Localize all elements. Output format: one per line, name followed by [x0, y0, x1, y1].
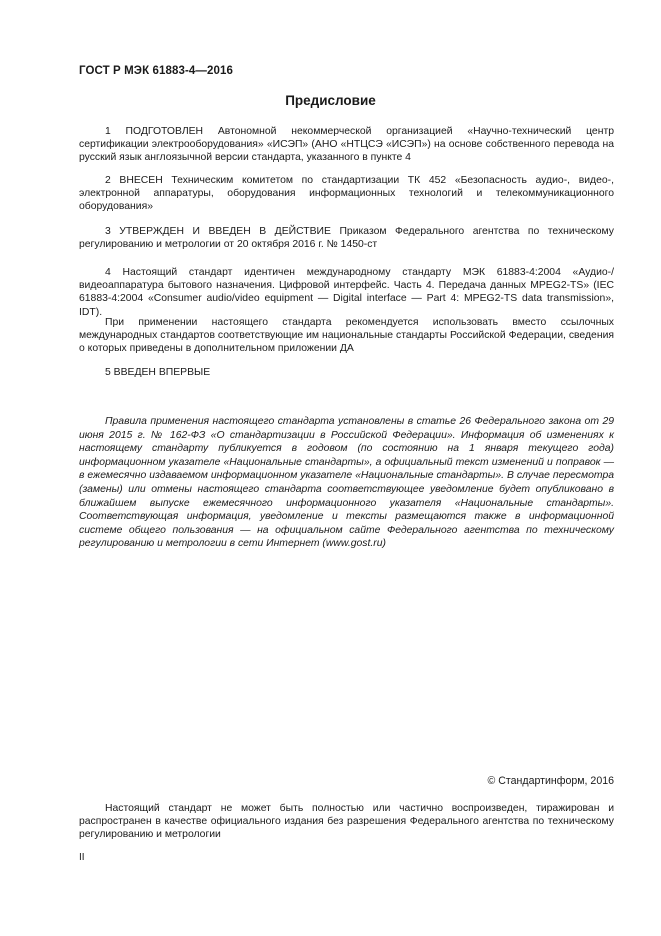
- item-4-identical: 4 Настоящий стандарт идентичен международному стандарту МЭК 61883-4:2004 «Аудио-/видеоаппаратура бытового назначения. Цифровой интерфейс. Часть 4. Передача данных MPEG2-TS» (IEC 61883-4:2004 «Consumer audio/video equipment — Digital interface — Part 4: MPEG2-TS data transmission», IDT).: [79, 267, 614, 318]
- item-4-references-note: При применении настоящего стандарта рекомендуется использовать вместо ссылочных международных стандартов соответствующие им национальные стандарты Российской Федерации, сведения о которых приведены в дополнительном приложении ДА: [79, 317, 614, 355]
- reproduction-notice: Настоящий стандарт не может быть полностью или частично воспроизведен, тиражирован и распространен в качестве официального издания без разрешения Федерального агентства по техническому регулированию и метрологии: [79, 803, 614, 841]
- page-number: II: [79, 852, 85, 863]
- page-title: Предисловие: [285, 93, 376, 108]
- item-5-first-introduced: 5 ВВЕДЕН ВПЕРВЫЕ: [105, 367, 211, 378]
- copyright: © Стандартинформ, 2016: [487, 775, 614, 787]
- item-2-submitted: 2 ВНЕСЕН Техническим комитетом по стандартизации ТК 452 «Безопасность аудио-, видео-, электронной аппаратуры, оборудования информационных технологий и телекоммуникационного оборудования»: [79, 175, 614, 213]
- application-rules-notice: Правила применения настоящего стандарта установлены в статье 26 Федерального закона от 29 июня 2015 г. № 162-ФЗ «О стандартизации в Российской Федерации». Информация об изменениях к настоящему стандарту публикуется в годовом (по состоянию на 1 января текущего года) информационном указателе «Национальные стандарты», а официальный текст изменений и поправок — в ежемесячно издаваемом информационном указателе «Национальные стандарты». В случае пересмотра (замены) или отмены настоящего стандарта соответствующее уведомление будет опубликовано в ближайшем выпуске ежемесячного информационного указателя «Национальные стандарты». Соответствующая информация, уведомление и тексты размещаются также в информационной системе общего пользования — на официальном сайте Федерального агентства по техническому регулированию и метрологии в сети Интернет (www.gost.ru): [79, 416, 614, 550]
- document-code: ГОСТ Р МЭК 61883-4—2016: [79, 65, 233, 77]
- item-3-approved: 3 УТВЕРЖДЕН И ВВЕДЕН В ДЕЙСТВИЕ Приказом Федерального агентства по техническому регулированию и метрологии от 20 октября 2016 г. № 1450-ст: [79, 226, 614, 251]
- item-1-prepared: 1 ПОДГОТОВЛЕН Автономной некоммерческой организацией «Научно-технический центр сертификации электрооборудования» «ИСЭП» (АНО «НТЦСЭ «ИСЭП») на основе собственного перевода на русский язык англоязычной версии стандарта, указанного в пункте 4: [79, 126, 614, 164]
